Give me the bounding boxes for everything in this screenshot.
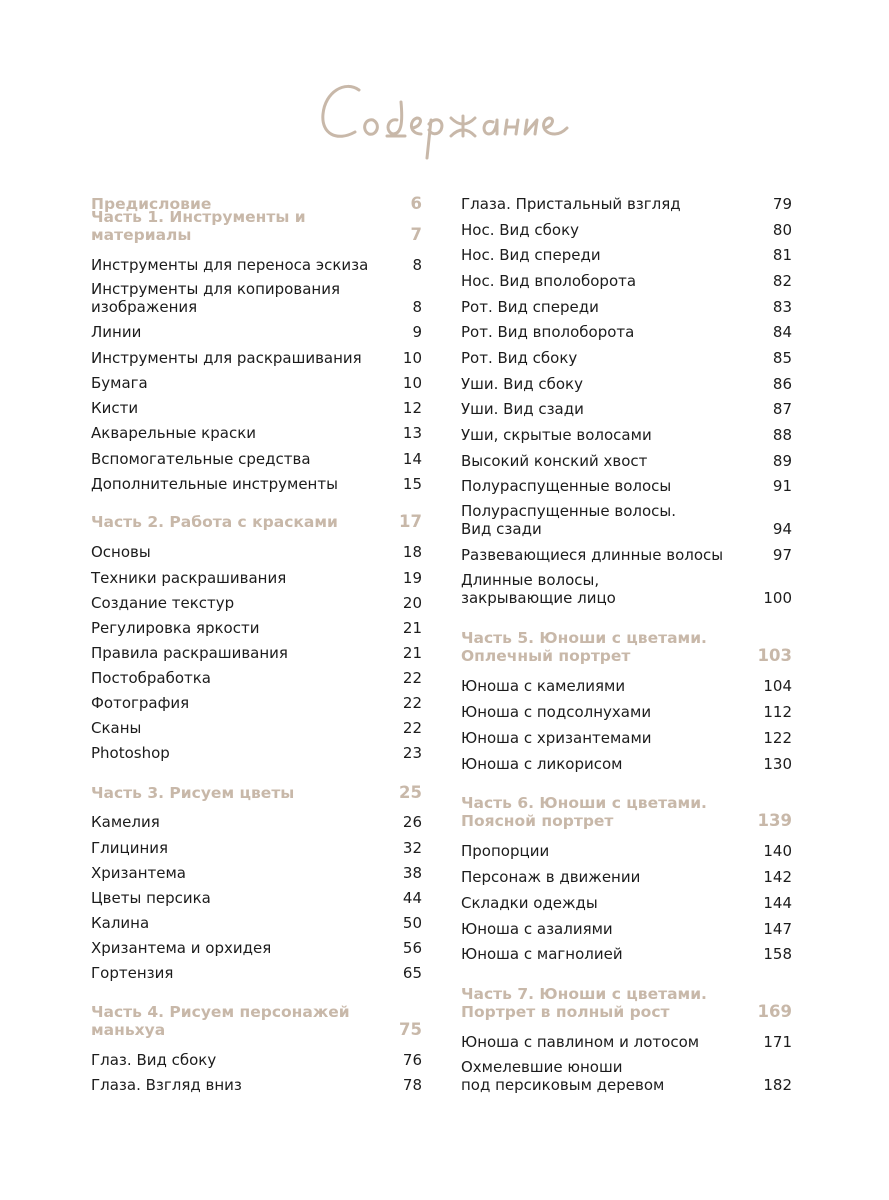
toc-entry-page: 87 bbox=[772, 400, 792, 418]
toc-entry bbox=[461, 868, 792, 886]
toc-entry bbox=[461, 703, 792, 721]
toc-entry-title: Регулировка яркости bbox=[91, 619, 260, 637]
toc-entry-title: Цветы персика bbox=[91, 889, 211, 907]
toc-entry bbox=[91, 864, 422, 882]
toc-entry-page: 79 bbox=[772, 195, 792, 213]
toc-section-heading bbox=[91, 1003, 422, 1039]
toc-entry-page: 19 bbox=[402, 569, 422, 587]
toc-entry bbox=[91, 569, 422, 587]
toc-entry-title: Инструменты для копирования изображения bbox=[91, 280, 340, 316]
toc-entry bbox=[461, 195, 792, 213]
toc-entry-page: 18 bbox=[402, 543, 422, 561]
toc-entry bbox=[461, 426, 792, 444]
toc-entry-page: 91 bbox=[772, 477, 792, 495]
toc-entry-page: 21 bbox=[402, 644, 422, 662]
toc-entry bbox=[91, 323, 422, 341]
toc-entry-title: Инструменты для раскрашивания bbox=[91, 349, 362, 367]
toc-entry-page: 97 bbox=[772, 546, 792, 564]
toc-entry bbox=[461, 246, 792, 264]
toc-entry bbox=[91, 889, 422, 907]
toc-entry bbox=[461, 894, 792, 912]
toc-entry-page: 22 bbox=[402, 719, 422, 737]
toc-entry bbox=[461, 272, 792, 290]
toc-entry bbox=[91, 694, 422, 712]
toc-entry-page: 147 bbox=[763, 920, 792, 938]
toc-entry bbox=[461, 298, 792, 316]
toc-entry-page: 94 bbox=[772, 520, 792, 538]
toc-entry bbox=[91, 374, 422, 392]
toc-section-heading bbox=[91, 208, 422, 244]
toc-entry bbox=[91, 744, 422, 762]
toc-entry-title: Техники раскрашивания bbox=[91, 569, 287, 587]
toc-entry-title: Рот. Вид вполоборота bbox=[461, 323, 635, 341]
toc-entry bbox=[461, 452, 792, 470]
toc-entry bbox=[91, 644, 422, 662]
toc-entry bbox=[91, 914, 422, 932]
toc-entry-page: 8 bbox=[412, 256, 422, 274]
toc-entry bbox=[91, 543, 422, 561]
toc-entry-page: 44 bbox=[402, 889, 422, 907]
toc-entry-title: Калина bbox=[91, 914, 150, 932]
toc-entry-title: Основы bbox=[91, 543, 151, 561]
toc-entry-title: Часть 6. Юноши с цветами. Поясной портрет bbox=[461, 794, 707, 830]
toc-entry bbox=[91, 619, 422, 637]
toc-entry-page: 9 bbox=[412, 323, 422, 341]
toc-entry-page: 25 bbox=[399, 783, 422, 802]
toc-entry bbox=[91, 475, 422, 493]
toc-entry bbox=[461, 729, 792, 747]
toc-entry bbox=[461, 755, 792, 773]
toc-entry-page: 15 bbox=[402, 475, 422, 493]
toc-entry-title: Уши, скрытые волосами bbox=[461, 426, 652, 444]
toc-entry bbox=[461, 375, 792, 393]
toc-entry bbox=[91, 669, 422, 687]
toc-entry-title: Предисловие bbox=[91, 195, 212, 213]
toc-entry bbox=[461, 842, 792, 860]
toc-entry bbox=[91, 719, 422, 737]
toc-entry bbox=[461, 323, 792, 341]
toc-entry-page: 144 bbox=[763, 894, 792, 912]
toc-entry-title: Правила раскрашивания bbox=[91, 644, 288, 662]
toc-entry-page: 56 bbox=[402, 939, 422, 957]
toc-entry-page: 82 bbox=[772, 272, 792, 290]
toc-entry-page: 142 bbox=[763, 868, 792, 886]
toc-section-heading bbox=[461, 985, 792, 1021]
toc-entry-page: 81 bbox=[772, 246, 792, 264]
toc-entry-title: Хризантема и орхидея bbox=[91, 939, 272, 957]
toc-entry-title: Нос. Вид вполоборота bbox=[461, 272, 637, 290]
toc-entry-page: 139 bbox=[757, 811, 792, 830]
toc-entry bbox=[91, 256, 422, 274]
toc-entry-title: Вспомогательные средства bbox=[91, 450, 311, 468]
toc-entry-page: 50 bbox=[402, 914, 422, 932]
toc-entry-page: 84 bbox=[772, 323, 792, 341]
toc-entry-page: 17 bbox=[399, 512, 422, 531]
toc-entry-title: Кисти bbox=[91, 399, 139, 417]
toc-entry-title: Камелия bbox=[91, 813, 160, 831]
toc-entry bbox=[461, 571, 792, 607]
toc-entry-title: Часть 1. Инструменты и материалы bbox=[91, 208, 306, 244]
toc-entry-title: Инструменты для переноса эскиза bbox=[91, 256, 369, 274]
toc-entry bbox=[91, 399, 422, 417]
toc-entry-page: 78 bbox=[402, 1076, 422, 1094]
toc-entry-page: 10 bbox=[402, 374, 422, 392]
toc-entry-title: Юноша с подсолнухами bbox=[461, 703, 652, 721]
toc-entry-title: Акварельные краски bbox=[91, 424, 257, 442]
toc-entry-page: 103 bbox=[757, 646, 792, 665]
toc-entry-page: 13 bbox=[402, 424, 422, 442]
toc-entry-title: Глициния bbox=[91, 839, 169, 857]
toc-entry-page: 80 bbox=[772, 221, 792, 239]
toc-entry-title: Часть 2. Работа с красками bbox=[91, 513, 338, 531]
toc-entry-title: Юноша с хризантемами bbox=[461, 729, 652, 747]
toc-entry-title: Часть 3. Рисуем цветы bbox=[91, 784, 295, 802]
toc-entry-title: Глаза. Пристальный взгляд bbox=[461, 195, 681, 213]
toc-entry-page: 22 bbox=[402, 669, 422, 687]
toc-section-heading bbox=[91, 513, 422, 531]
toc-entry-page: 100 bbox=[763, 589, 792, 607]
toc-entry bbox=[91, 450, 422, 468]
toc-entry-page: 140 bbox=[763, 842, 792, 860]
toc-entry-page: 23 bbox=[402, 744, 422, 762]
toc-entry bbox=[461, 502, 792, 538]
toc-entry-page: 130 bbox=[763, 755, 792, 773]
toc-entry-page: 122 bbox=[763, 729, 792, 747]
toc-entry-title: Photoshop bbox=[91, 744, 170, 762]
toc-entry-title: Линии bbox=[91, 323, 142, 341]
toc-entry-title: Нос. Вид спереди bbox=[461, 246, 601, 264]
toc-entry bbox=[461, 945, 792, 963]
toc-entry-title: Сканы bbox=[91, 719, 142, 737]
toc-entry-title: Развевающиеся длинные волосы bbox=[461, 546, 724, 564]
toc-entry bbox=[461, 677, 792, 695]
toc-entry-title: Дополнительные инструменты bbox=[91, 475, 338, 493]
toc-entry bbox=[91, 424, 422, 442]
toc-entry bbox=[91, 1076, 422, 1094]
toc-entry-page: 86 bbox=[772, 375, 792, 393]
toc-entry-title: Охмелевшие юноши под персиковым деревом bbox=[461, 1058, 665, 1094]
toc-entry-title: Пропорции bbox=[461, 842, 550, 860]
toc-section-heading bbox=[91, 784, 422, 802]
toc-entry-page: 8 bbox=[412, 298, 422, 316]
toc-entry-page: 22 bbox=[402, 694, 422, 712]
toc-entry-title: Фотография bbox=[91, 694, 190, 712]
toc-entry bbox=[461, 920, 792, 938]
toc-entry-page: 21 bbox=[402, 619, 422, 637]
toc-entry bbox=[91, 1051, 422, 1069]
toc-entry-title: Постобработка bbox=[91, 669, 211, 687]
toc-entry-page: 158 bbox=[763, 945, 792, 963]
toc-entry bbox=[91, 349, 422, 367]
toc-entry-title: Глаз. Вид сбоку bbox=[91, 1051, 217, 1069]
toc-entry bbox=[91, 964, 422, 982]
toc-entry-page: 14 bbox=[402, 450, 422, 468]
toc-entry-page: 112 bbox=[763, 703, 792, 721]
toc-entry-title: Полураспущенные волосы bbox=[461, 477, 672, 495]
toc-entry-page: 7 bbox=[410, 225, 422, 244]
toc-entry-page: 89 bbox=[772, 452, 792, 470]
toc-entry-title: Полураспущенные волосы. Вид сзади bbox=[461, 502, 677, 538]
toc-entry-title: Длинные волосы, закрывающие лицо bbox=[461, 571, 616, 607]
toc-entry-page: 104 bbox=[763, 677, 792, 695]
toc-entry-page: 26 bbox=[402, 813, 422, 831]
toc-entry-title: Бумага bbox=[91, 374, 148, 392]
toc-entry-title: Юноша с павлином и лотосом bbox=[461, 1033, 700, 1051]
toc-entry bbox=[461, 349, 792, 367]
toc-entry-title: Юноша с ликорисом bbox=[461, 755, 623, 773]
toc-entry-title: Нос. Вид сбоку bbox=[461, 221, 580, 239]
toc-entry-title: Уши. Вид сзади bbox=[461, 400, 584, 418]
toc-entry-title: Часть 7. Юноши с цветами. Портрет в полный рост bbox=[461, 985, 707, 1021]
toc-section-heading bbox=[461, 794, 792, 830]
toc-entry bbox=[461, 1033, 792, 1051]
toc-entry-page: 38 bbox=[402, 864, 422, 882]
toc-entry bbox=[461, 221, 792, 239]
toc-entry-title: Рот. Вид сбоку bbox=[461, 349, 578, 367]
toc-entry-title: Создание текстур bbox=[91, 594, 235, 612]
toc-entry-title: Глаза. Взгляд вниз bbox=[91, 1076, 242, 1094]
toc-entry-title: Юноша с магнолией bbox=[461, 945, 623, 963]
toc-entry-page: 169 bbox=[757, 1002, 792, 1021]
script-title-lettering bbox=[315, 62, 575, 182]
toc-entry bbox=[461, 1058, 792, 1094]
toc-entry-title: Персонаж в движении bbox=[461, 868, 641, 886]
toc-section-heading bbox=[461, 629, 792, 665]
toc-entry bbox=[91, 939, 422, 957]
toc-entry-page: 20 bbox=[402, 594, 422, 612]
toc-entry-title: Юноша с азалиями bbox=[461, 920, 613, 938]
toc-entry-title: Складки одежды bbox=[461, 894, 598, 912]
toc-entry-page: 171 bbox=[763, 1033, 792, 1051]
toc-entry-title: Высокий конский хвост bbox=[461, 452, 648, 470]
toc-entry bbox=[461, 400, 792, 418]
toc-entry bbox=[91, 813, 422, 831]
toc-entry-title: Уши. Вид сбоку bbox=[461, 375, 583, 393]
toc-entry bbox=[91, 594, 422, 612]
toc-entry-page: 76 bbox=[402, 1051, 422, 1069]
toc-entry-page: 65 bbox=[402, 964, 422, 982]
toc-entry-page: 83 bbox=[772, 298, 792, 316]
toc-entry-title: Хризантема bbox=[91, 864, 186, 882]
toc-entry-page: 10 bbox=[402, 349, 422, 367]
toc-entry-title: Гортензия bbox=[91, 964, 174, 982]
toc-entry-title: Рот. Вид спереди bbox=[461, 298, 599, 316]
toc-entry-page: 75 bbox=[399, 1020, 422, 1039]
toc-entry-page: 85 bbox=[772, 349, 792, 367]
page-title-text bbox=[0, 182, 1, 183]
toc-entry bbox=[461, 477, 792, 495]
toc-entry-page: 182 bbox=[763, 1076, 792, 1094]
toc-entry-title: Часть 4. Рисуем персонажей маньхуа bbox=[91, 1003, 350, 1039]
toc-entry bbox=[91, 839, 422, 857]
toc-entry-page: 12 bbox=[402, 399, 422, 417]
toc-entry bbox=[461, 546, 792, 564]
toc-entry-title: Часть 5. Юноши с цветами. Оплечный портрет bbox=[461, 629, 707, 665]
toc-entry-page: 6 bbox=[410, 194, 422, 213]
toc-entry bbox=[91, 280, 422, 316]
toc-entry-page: 88 bbox=[772, 426, 792, 444]
page-title bbox=[0, 62, 889, 182]
toc-entry-page: 32 bbox=[402, 839, 422, 857]
toc-entry-title: Юноша с камелиями bbox=[461, 677, 626, 695]
